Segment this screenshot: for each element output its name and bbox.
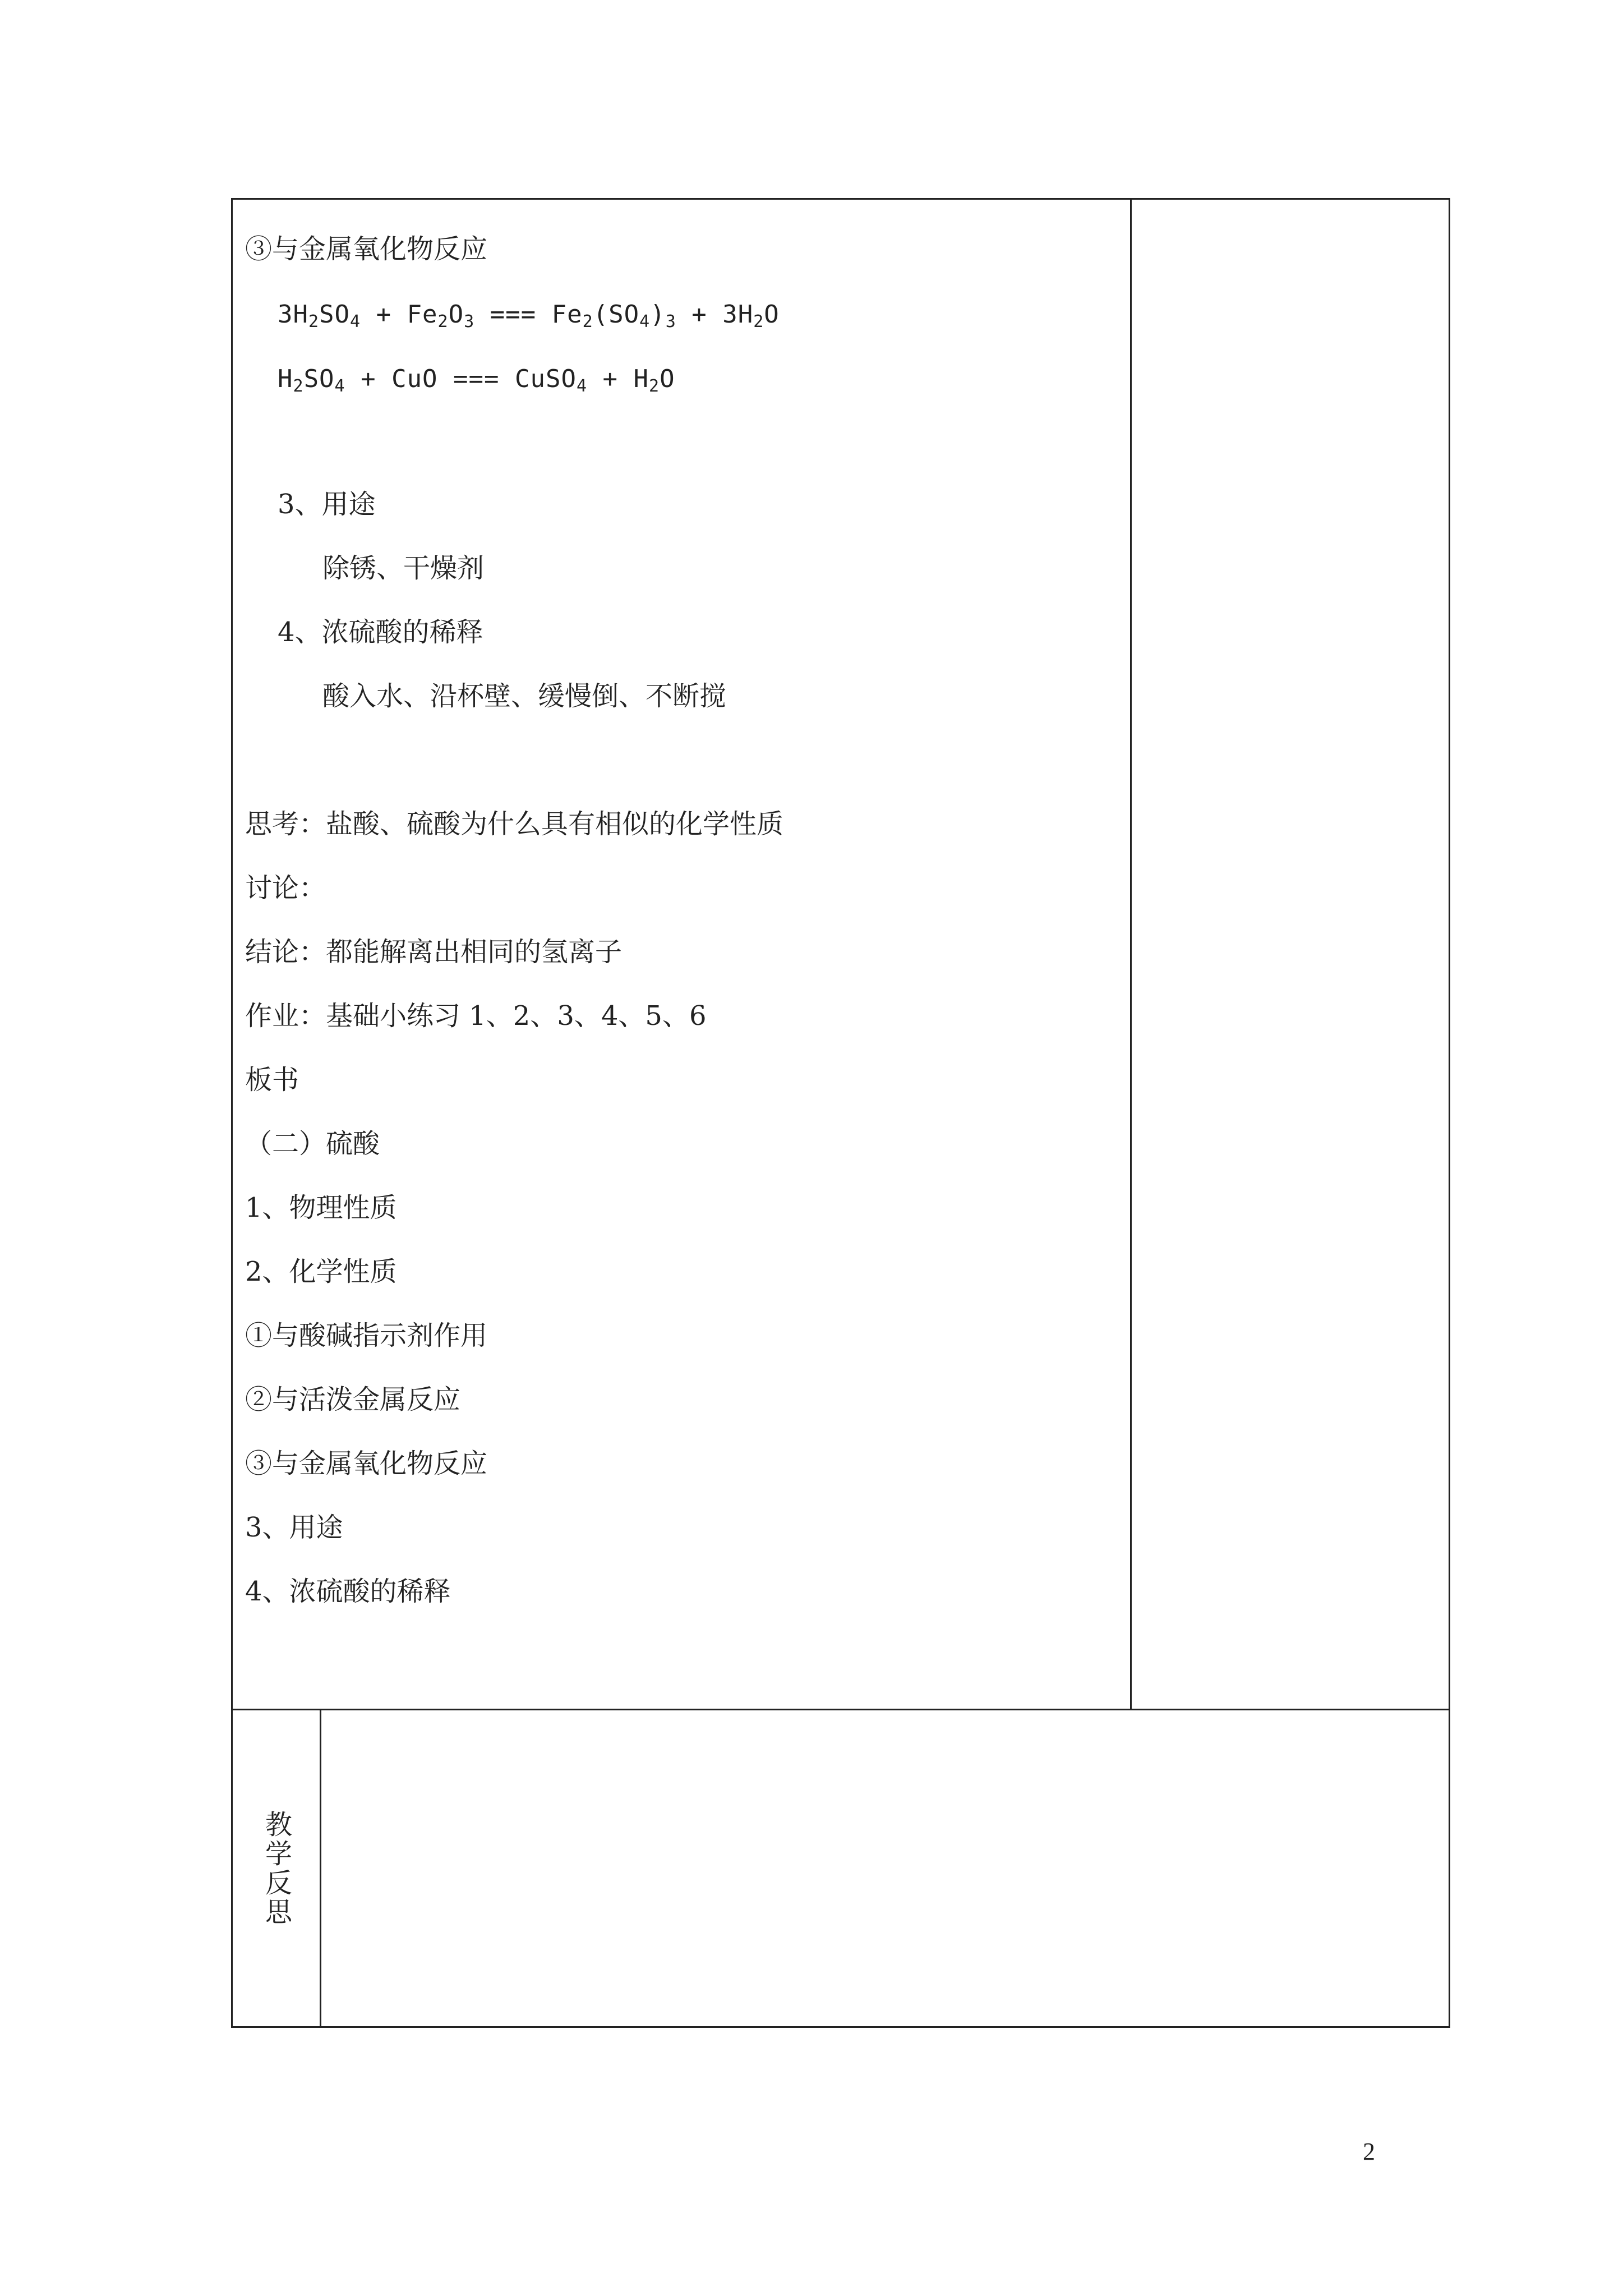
lesson-content-row — [233, 200, 1449, 1710]
board-heading: 板书 — [245, 1064, 299, 1096]
page-number: 2 — [1363, 2138, 1375, 2165]
reflection-label-cell — [233, 1710, 321, 2026]
board-active-metal: ②与活泼金属反应 — [245, 1384, 461, 1415]
board-physical-properties: 1、物理性质 — [245, 1192, 397, 1223]
notes-cell — [1132, 200, 1449, 1709]
dilution-text: 酸入水、沿杯壁、缓慢倒、不断搅 — [322, 680, 727, 712]
board-metal-oxide: ③与金属氧化物反应 — [245, 1448, 488, 1479]
lesson-content-cell — [233, 200, 1132, 1709]
heading-uses: 3、用途 — [278, 489, 376, 520]
equation-cuo: $H_2SO_4$ + CuO === CuSO$_4$ + $H_2O$ — [278, 365, 675, 396]
conclusion: 结论：都能解离出相同的氢离子 — [245, 936, 623, 968]
lesson-table — [231, 198, 1450, 2028]
board-indicator: ①与酸碱指示剂作用 — [245, 1320, 488, 1351]
uses-text: 除锈、干燥剂 — [322, 553, 485, 584]
reflection-label: 教学反思 — [260, 1810, 292, 1927]
board-dilution: 4、浓硫酸的稀释 — [245, 1576, 451, 1607]
reflection-row — [233, 1710, 1449, 2026]
think-question: 思考：盐酸、硫酸为什么具有相似的化学性质 — [245, 808, 784, 840]
equation-fe2o3: $3H_2SO_4 + Fe_2O_3$ === $Fe_2(SO_4)_3 + 3H_2O$ — [278, 300, 780, 332]
discussion: 讨论： — [245, 872, 326, 904]
board-chemical-properties: 2、化学性质 — [245, 1256, 397, 1287]
homework: 作业：基础小练习 1、2、3、4、5、6 — [245, 1000, 707, 1032]
heading-metal-oxide-reaction: ③与金属氧化物反应 — [245, 233, 488, 265]
reflection-content-cell — [321, 1710, 1449, 2026]
board-sulfuric-acid: （二）硫酸 — [245, 1128, 380, 1159]
board-uses: 3、用途 — [245, 1512, 343, 1543]
heading-dilution: 4、浓硫酸的稀释 — [278, 616, 483, 648]
